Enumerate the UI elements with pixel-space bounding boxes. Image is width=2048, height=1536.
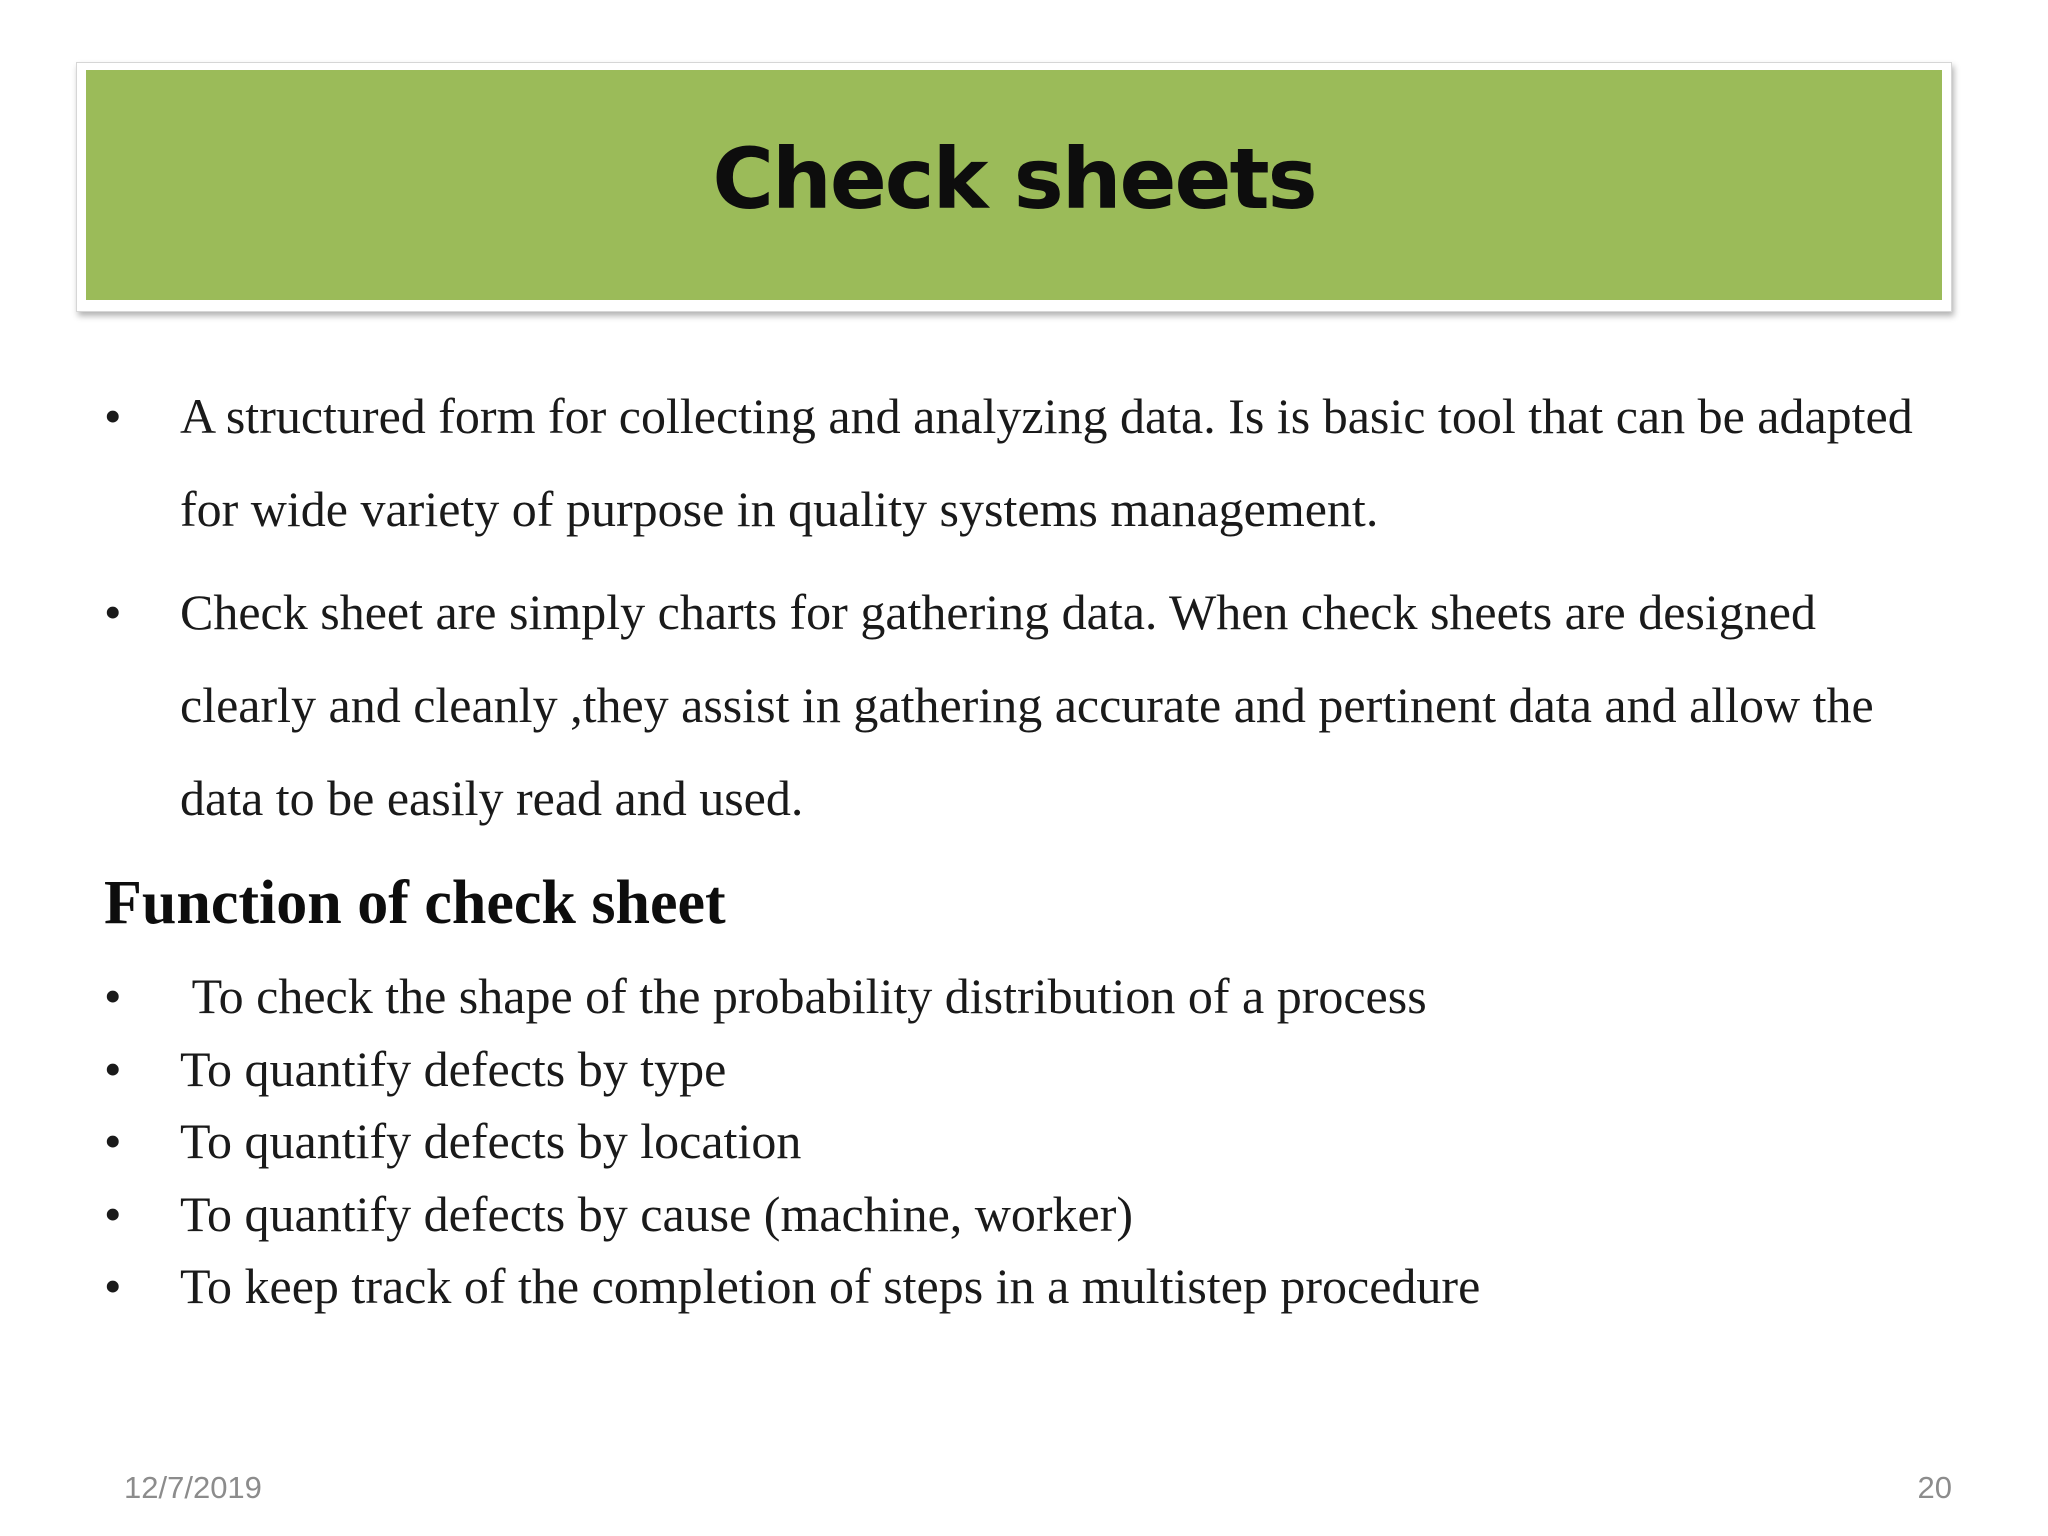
intro-bullet-text: A structured form for collecting and analyzing data. Is is basic tool that can be adapted for wide variety of purpose in quality systems management. (180, 388, 1913, 537)
intro-bullet-text: Check sheet are simply charts for gathering data. When check sheets are designed clearly and cleanly ,they assist in gathering accurate and pertinent data and allow the data to be easily read and used. (180, 584, 1874, 826)
function-heading: Function of check sheet (104, 869, 726, 937)
function-item-text: To quantify defects by cause (machine, worker) (180, 1185, 1134, 1242)
bullet-icon: • (104, 1040, 122, 1097)
function-item (104, 1178, 1934, 1251)
function-item-text: To quantify defects by location (180, 1113, 802, 1169)
bullet-icon: • (104, 1185, 122, 1242)
function-list (104, 960, 1934, 1323)
page-number: 20 (1917, 1470, 1952, 1505)
function-item (104, 960, 1934, 1033)
function-item (104, 1105, 1934, 1178)
title-bar (86, 70, 1942, 300)
function-item-text: To keep track of the completion of steps in a multistep procedure (180, 1258, 1481, 1314)
function-item-text: To check the shape of the probability distribution of a process (180, 968, 1427, 1024)
intro-bullet-1 (104, 370, 1934, 556)
title-frame (76, 62, 1952, 312)
function-item-text: To quantify defects by type (180, 1040, 727, 1097)
bullet-icon: • (104, 1258, 122, 1314)
bullet-icon: • (104, 968, 122, 1024)
function-item (104, 1250, 1934, 1323)
footer-date: 12/7/2019 (124, 1470, 262, 1505)
intro-bullet-2 (104, 566, 1934, 845)
slide-title: Check sheets (712, 130, 1316, 228)
bullet-icon: • (104, 388, 122, 444)
function-item (104, 1033, 1934, 1106)
bullet-icon: • (104, 1113, 122, 1169)
bullet-icon: • (104, 584, 122, 640)
